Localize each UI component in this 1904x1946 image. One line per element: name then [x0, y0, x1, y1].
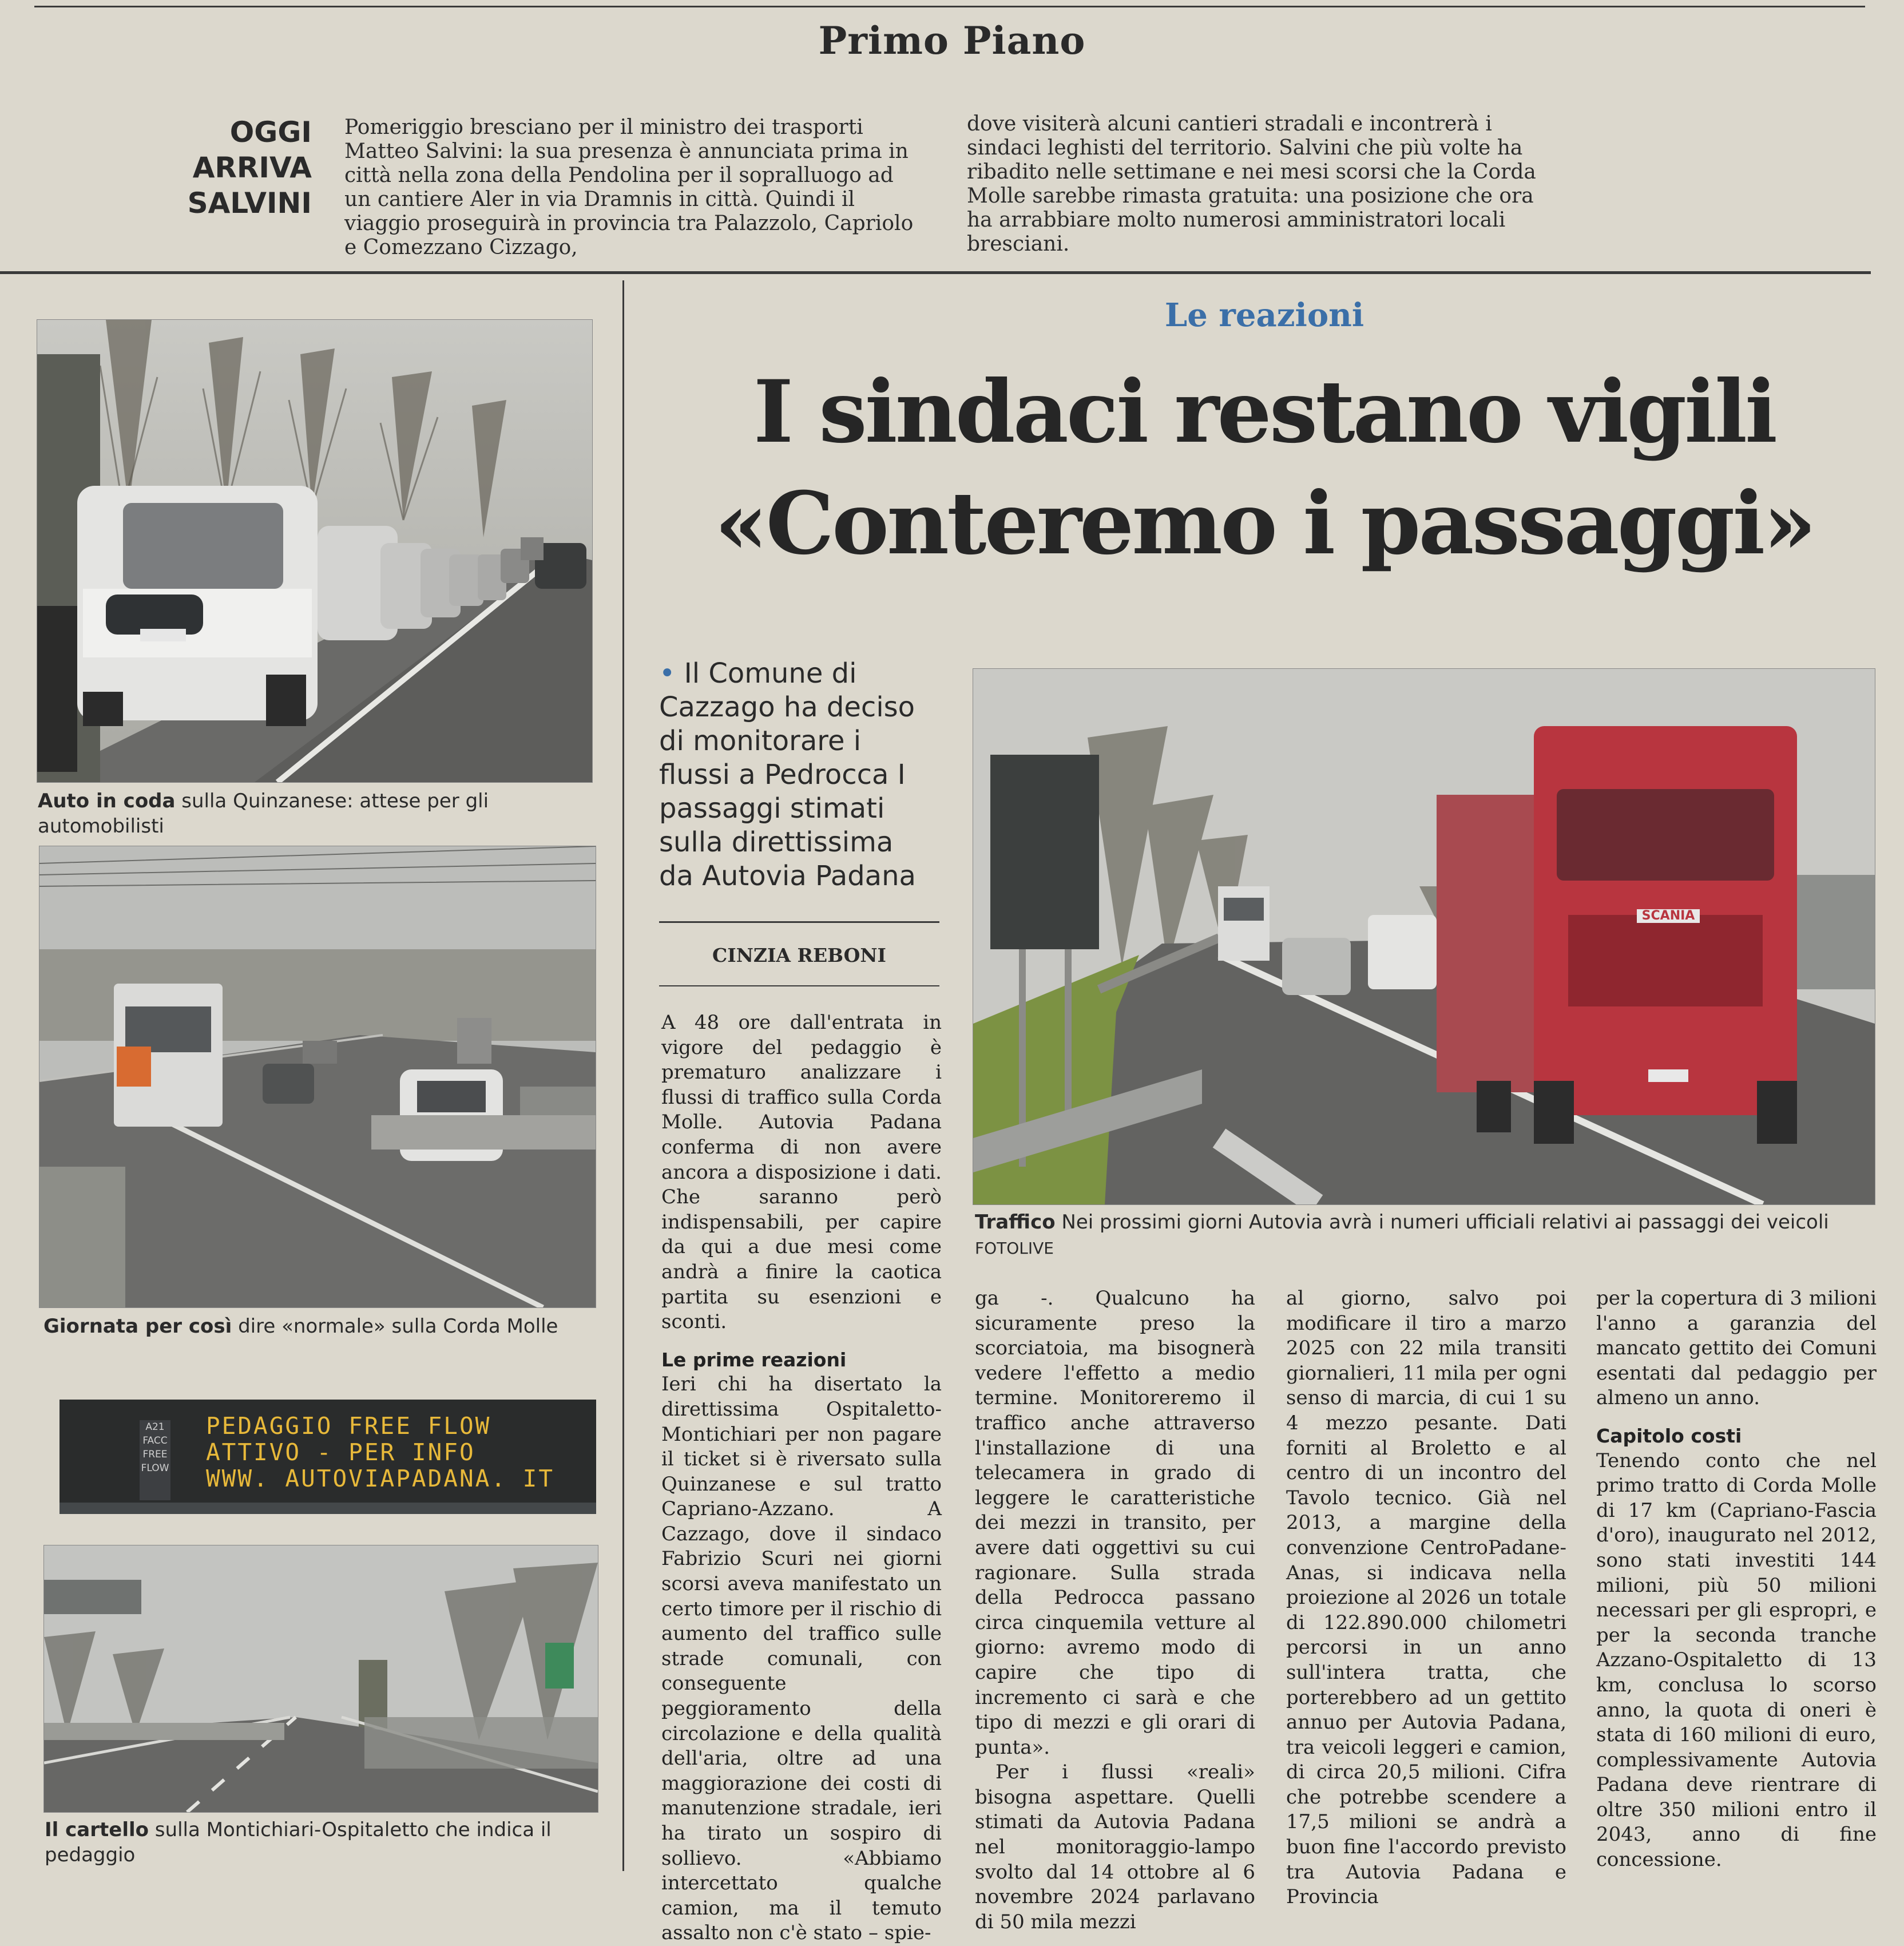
caption-text: dire «normale» sulla Corda Molle [232, 1315, 558, 1338]
body-column-1 [661, 1010, 942, 1946]
top-rule [34, 6, 1865, 7]
sign-bottom-strip [60, 1503, 596, 1514]
article-summary [659, 657, 934, 893]
sign-text-line-2: ATTIVO - PER INFO [206, 1438, 475, 1466]
sign-text-line-1: PEDAGGIO FREE FLOW [206, 1412, 491, 1440]
summary-text: Il Comune di Cazzago ha deciso di monitorare i flussi a Pedrocca I passaggi stimati sulla direttissima da Autovia Padana [659, 657, 916, 892]
sign-logo-line: FACC [142, 1435, 168, 1446]
byline-rule-top [659, 921, 939, 923]
body-column-3 [1286, 1286, 1566, 1910]
photo-toll-sign [60, 1400, 596, 1514]
brief-col-1: Pomeriggio bresciano per il ministro dei trasporti Matteo Salvini: la sua presenza è annunciata prima in città nella zona della Pendolina per il sopralluogo ad un cantiere Aler in via Dramnis in città. Quindi il viaggio proseguirà in provincia tra Palazzolo, Capriolo e Comezzano Cizzago, [344, 116, 914, 259]
oggi-line-3: SALVINI [187, 187, 312, 220]
body-paragraph: per la copertura di 3 milioni l'anno a garanzia del mancato gettito dei Comuni esentati dal pedaggio per almeno un anno. [1596, 1287, 1877, 1410]
oggi-label [114, 114, 312, 221]
oggi-line-1: OGGI [229, 116, 312, 149]
photo-credit: FOTOLIVE [975, 1239, 1054, 1258]
body-column-4 [1596, 1286, 1877, 1873]
caption-text: sulla Quinzanese: attese per gli automobilisti [38, 790, 489, 838]
truck-brand: SCANIA [1641, 909, 1695, 923]
sign-logo [140, 1420, 170, 1500]
photo-cars-queue-caption [38, 788, 598, 839]
byline: CINZIA REBONI [712, 944, 886, 966]
photo-motorway-image [44, 1545, 598, 1812]
oggi-line-2: ARRIVA [192, 151, 312, 184]
caption-bold: Giornata per così [43, 1315, 232, 1338]
caption-bold: Il cartello [45, 1818, 149, 1841]
photo-cars-queue-image [37, 320, 592, 782]
sign-text-line-3: WWW. AUTOVIAPADANA. IT [206, 1465, 555, 1492]
sign-logo-line: FREE [142, 1449, 168, 1460]
caption-bold: Auto in coda [38, 790, 176, 813]
kicker: Le reazioni [1164, 296, 1364, 334]
byline-rule-bottom [659, 985, 939, 986]
body-column-2 [975, 1286, 1255, 1935]
photo-motorway-caption [45, 1817, 605, 1868]
headline-line-2: «Conteremo i passaggi» [714, 473, 1815, 574]
body-paragraph: Per i flussi «reali» bisogna aspettare. Quelli stimati da Autovia Padana nel monitoraggio-lampo svolto dal 14 ottobre al 6 novembre 2024 parlavano di 50 mila mezzi [975, 1761, 1255, 1933]
sign-logo-line: FLOW [141, 1463, 169, 1474]
subheading-capitolo-costi: Capitolo costi [1596, 1424, 1742, 1447]
body-paragraph: A 48 ore dall'entrata in vigore del pedaggio è prematuro analizzare i flussi di traffico sulla Corda Molle. Autovia Padana conferma di non avere ancora a disposizione i dati. Che saranno però indispensabili, per capire da qui a due mesi come andrà a finire la caotica partita su esenzioni e sconti. [661, 1011, 942, 1334]
photo-normal-day-image [39, 846, 596, 1307]
column-divider [622, 280, 624, 1871]
body-paragraph: Ieri chi ha disertato la direttissima Ospitaletto-Montichiari per non pagare il ticket si è riversato sulla Quinzanese e sul tratto Capriano-Azzano. A Cazzago, dove il sindaco Fabrizio Scuri nei giorni scorsi aveva manifestato un certo timore per il rischio di aumento del traffico sulle strade comunali, con conseguente peggioramento della circolazione e della qualità dell'aria, oltre ad una maggiorazione dei costi di manutenzione stradale, ieri ha tirato un sospiro di sollievo. «Abbiamo intercettato qualche camion, ma il temuto assalto non c'è stato – spie- [661, 1373, 942, 1945]
photo-normal-day-caption [43, 1314, 604, 1339]
photo-main-truck [973, 668, 1875, 1205]
caption-bold: Traffico [975, 1211, 1056, 1234]
section-title: Primo Piano [818, 18, 1086, 63]
body-paragraph: ga -. Qualcuno ha sicuramente preso la scorciatoia, ma bisognerà vedere l'effetto a medio termine. Monitoreremo il traffico anche attraverso l'installazione di una telecamera in grado di leggere le caratteristiche dei mezzi in transito, per avere dati oggettivi su cui ragionare. Sulla strada della Pedrocca passano circa cinquemila vetture al giorno: avremo modo di capire che tipo di incremento ci sarà e che tipo di mezzi e gli orari di punta». [975, 1287, 1255, 1759]
photo-motorway [43, 1545, 598, 1813]
photo-normal-day [39, 846, 596, 1308]
summary-bullet: • [659, 657, 676, 689]
photo-main-truck-caption [975, 1210, 1879, 1261]
subheading-prime-reazioni: Le prime reazioni [661, 1348, 847, 1371]
brief-col-2: dove visiterà alcuni cantieri stradali e incontrerà i sindaci leghisti del territorio. Salvini che più volte ha ribadito nelle settimane e nei mesi scorsi che la Corda Molle sarebbe rimasta gratuita: una posizione che ora ha arrabbiare molto numerosi amministratori locali bresciani. [967, 112, 1536, 256]
body-paragraph: al giorno, salvo poi modificare il tiro a marzo 2025 con 22 mila transiti giornalieri, 11 mila per ogni senso di marcia, di cui 1 su 4 mezzo pesante. Dati forniti al Broletto e al centro di un incontro del Tavolo tecnico. Già nel 2013, a margine della convenzione CentroPadane-Anas, si indicava nella proiezione al 2026 un totale di 122.890.000 chilometri percorsi in un anno sull'intera tratta, che porterebbero ad un gettito annuo per Autovia Padana, tra veicoli leggeri e camion, di circa 20,5 milioni. Cifra che potrebbe scendere a 17,5 milioni se andrà a buon fine l'accordo previsto tra Autovia Padana e Provincia [1286, 1287, 1566, 1909]
photo-main-truck-image [973, 669, 1875, 1204]
caption-text: Nei prossimi giorni Autovia avrà i numeri ufficiali relativi ai passaggi dei veicoli [1055, 1211, 1829, 1234]
photo-cars-queue [37, 319, 593, 783]
sign-logo-line: A21 [145, 1421, 165, 1433]
body-paragraph: Tenendo conto che nel primo tratto di Corda Molle di 17 km (Capriano-Fascia d'oro), inaugurato nel 2012, sono stati investiti 144 milioni, più 50 milioni necessari per gli espropri, e per la seconda tranche Azzano-Ospitaletto di 13 km, conclusa lo scorso anno, la quota di oneri è stata di 160 milioni di euro, complessivamente Autovia Padana deve rientrare di oltre 350 milioni entro il 2043, anno di fine concessione. [1596, 1449, 1877, 1872]
header-bottom-rule [0, 271, 1871, 274]
headline-line-1: I sindaci restano vigili [753, 362, 1776, 462]
caption-text: sulla Montichiari-Ospitaletto che indica il pedaggio [45, 1818, 552, 1866]
